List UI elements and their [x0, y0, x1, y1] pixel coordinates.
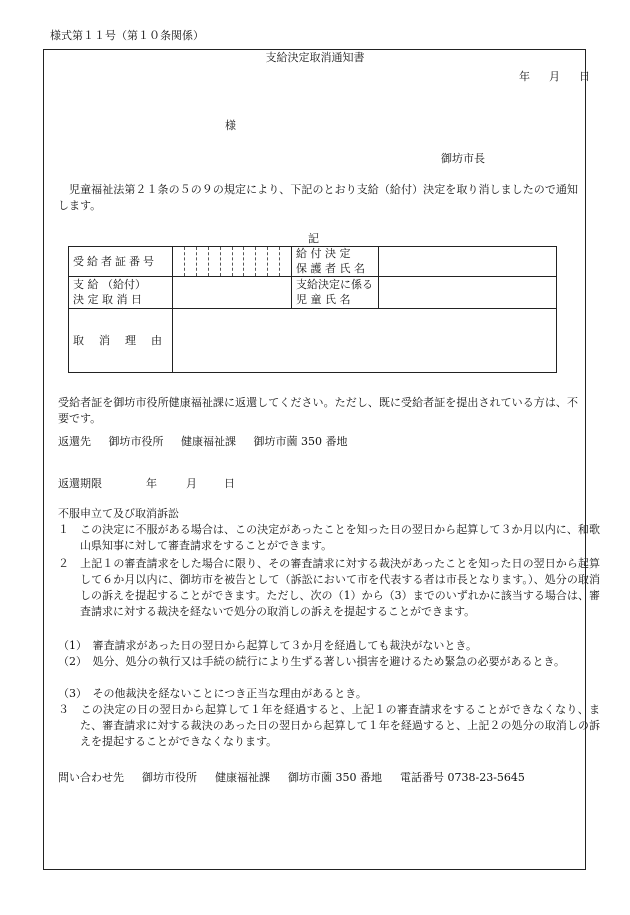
deadline-label: 返還期限	[58, 477, 102, 490]
appeal-item: １ この決定に不服がある場合は、この決定があったことを知った日の翌日から起算して３か月以内に、和歌山県知事に対して審査請求をすることができます。	[58, 523, 600, 552]
recipient-suffix: 様	[225, 119, 236, 132]
digit-box	[256, 247, 268, 276]
digit-box	[280, 247, 291, 276]
guardian-label-line1: 給 付 決 定	[296, 247, 351, 261]
return-address-text: 御坊市薗 350 番地	[253, 435, 348, 448]
contact-info	[58, 770, 543, 786]
deadline-day: 日	[224, 477, 235, 490]
appeal-item: ３ この決定の日の翌日から起算して１年を経過すると、上記１の審査請求をすることができなくなり、また、審査請求に対する裁決のあった日の翌日から起算して１年を経過すると、上記２の処分の取消しの訴えを提起することができなくなります。	[58, 703, 600, 748]
digit-box	[197, 247, 209, 276]
contact-phone: 電話番号 0738-23-5645	[400, 771, 525, 784]
cancel-date-cell	[173, 277, 292, 309]
return-office: 御坊市役所	[108, 435, 164, 448]
digit-box	[244, 247, 256, 276]
appeal-item: （3） その他裁決を経ないことにつき正当な理由があるとき。	[58, 687, 367, 700]
guardian-label	[292, 247, 379, 277]
date-day: 日	[579, 70, 590, 83]
digit-box	[268, 247, 280, 276]
document-title: 支給決定取消通知書	[265, 51, 365, 64]
form-label: 様式第１１号（第１０条関係）	[50, 29, 204, 42]
issue-date	[490, 69, 590, 85]
return-deadline	[58, 476, 235, 492]
ki-heading: 記	[308, 232, 319, 245]
date-month: 月	[549, 70, 560, 83]
contact-dept: 健康福祉課	[215, 771, 270, 784]
cert-number-label: 受給者証番号	[69, 247, 173, 277]
child-name-cell	[379, 277, 557, 309]
cancel-date-label-line1: 支 給 （給付）	[73, 278, 146, 292]
return-address	[58, 434, 362, 450]
reason-cell	[173, 309, 557, 373]
return-label: 返還先	[58, 435, 91, 448]
return-note: 受給者証を御坊市役所健康福祉課に返還してください。ただし、既に受給者証を提出されている方は、不要です。	[58, 396, 578, 425]
digit-box	[233, 247, 245, 276]
digit-box	[173, 247, 185, 276]
child-label-line1: 支給決定に係る	[296, 278, 373, 292]
appeal-item: （1） 審査請求があった日の翌日から起算して３か月を経過しても裁決がないとき。	[58, 639, 477, 652]
appeal-title: 不服申立て及び取消訴訟	[58, 507, 179, 520]
cancel-date-label-line2: 決 定 取 消 日	[73, 292, 142, 306]
cancel-date-label	[69, 277, 173, 309]
reason-label: 取 消 理 由	[69, 309, 173, 373]
return-dept: 健康福祉課	[181, 435, 236, 448]
child-label-line2: 児 童 氏 名	[296, 292, 351, 306]
guardian-label-line2: 保 護 者 氏 名	[296, 261, 365, 275]
intro-text: 児童福祉法第２１条の５の９の規定により、下記のとおり支給（給付）決定を取り消しましたので通知します。	[58, 183, 578, 212]
digit-box	[221, 247, 233, 276]
contact-address: 御坊市薗 350 番地	[288, 771, 382, 784]
deadline-month: 月	[186, 477, 197, 490]
guardian-name-cell	[379, 247, 557, 277]
deadline-year: 年	[146, 477, 157, 490]
contact-label: 問い合わせ先	[58, 771, 124, 784]
digit-box	[185, 247, 197, 276]
info-table	[68, 246, 557, 373]
date-year: 年	[519, 70, 530, 83]
appeal-item: （2） 処分、処分の執行又は手続の続行により生ずる著しい損害を避けるため緊急の必要があるとき。	[58, 655, 566, 668]
appeal-item: ２ 上記１の審査請求をした場合に限り、その審査請求に対する裁決があったことを知った日の翌日から起算して６か月以内に、御坊市を被告として（訴訟において市を代表する者は市長となります。）、処分の取消しの訴えを提起することができます。ただし、次の（1）から（3）までのいずれかに該当する場合は、審査請求に対する裁決を経ないで処分の取消しの訴えを提起することができます。	[58, 557, 600, 618]
issuer: 御坊市長	[441, 152, 485, 165]
cert-number-boxes	[173, 247, 292, 277]
child-label	[292, 277, 379, 309]
digit-box	[209, 247, 221, 276]
digit-boxes	[173, 247, 291, 276]
contact-office: 御坊市役所	[142, 771, 197, 784]
